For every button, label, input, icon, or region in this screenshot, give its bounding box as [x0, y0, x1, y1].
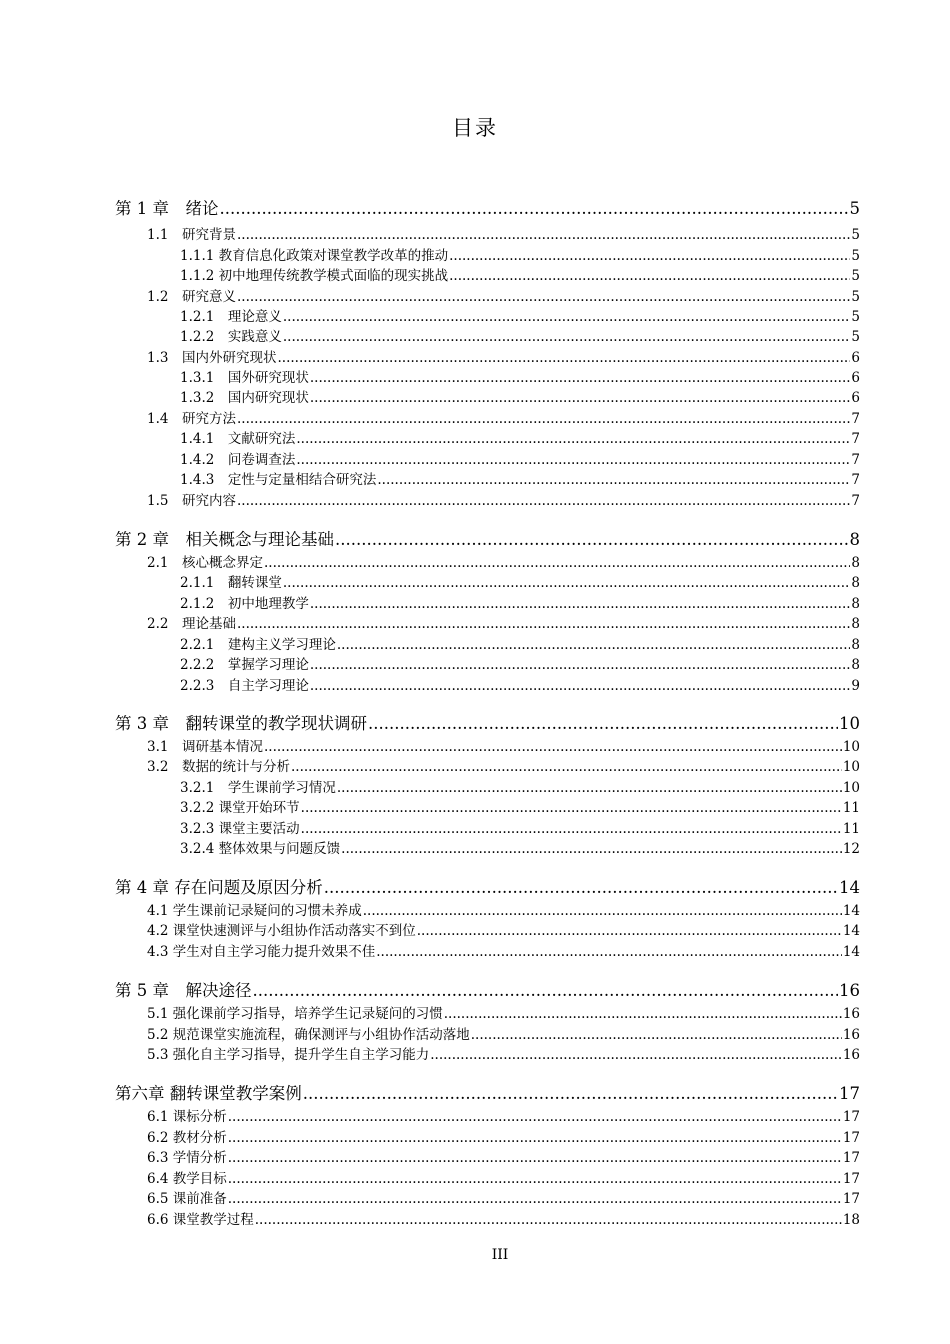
toc-leader-dots — [264, 554, 850, 572]
toc-entry-level-3[interactable] — [180, 636, 860, 654]
toc-leader-dots — [324, 877, 838, 899]
toc-entry-label: 1.3.2 国内研究现状 — [180, 390, 309, 406]
toc-entry-level-3[interactable] — [180, 656, 860, 674]
toc-entry-level-1[interactable] — [115, 198, 860, 220]
toc-leader-dots — [296, 430, 850, 448]
toc-entry-page-number: 5 — [851, 268, 860, 284]
toc-entry-label: 3.2.1 学生课前学习情况 — [180, 780, 336, 796]
toc-entry-page-number: 5 — [851, 227, 860, 243]
toc-entry-page-number: 17 — [839, 1084, 860, 1103]
toc-entry-page-number: 10 — [842, 739, 860, 755]
toc-entry-level-2[interactable] — [147, 226, 860, 244]
toc-entry-label: 3.2.4 整体效果与问题反馈 — [180, 841, 341, 857]
toc-title: 目录 — [452, 116, 498, 140]
toc-entry-label: 2.2.2 掌握学习理论 — [180, 657, 309, 673]
toc-entry-label: 1.3.1 国外研究现状 — [180, 370, 309, 386]
toc-entry-level-1[interactable] — [115, 1083, 860, 1105]
toc-entry-page-number: 8 — [851, 596, 860, 612]
toc-entry-page-number: 9 — [851, 678, 860, 694]
toc-entry-page-number: 7 — [851, 411, 860, 427]
toc-entry-label: 1.1.2 初中地理传统教学模式面临的现实挑战 — [180, 268, 449, 284]
toc-leader-dots — [283, 574, 851, 592]
toc-leader-dots — [310, 369, 851, 387]
toc-entry-level-3[interactable] — [180, 369, 860, 387]
toc-entry-level-2[interactable] — [147, 943, 860, 961]
toc-leader-dots — [296, 451, 850, 469]
toc-entry-page-number: 17 — [842, 1191, 860, 1207]
toc-entry-level-1[interactable] — [115, 877, 860, 899]
toc-entry-label: 1.2 研究意义 — [147, 289, 236, 305]
toc-leader-dots — [444, 1005, 842, 1023]
toc-entry-level-2[interactable] — [147, 1190, 860, 1208]
toc-leader-dots — [430, 1046, 842, 1064]
toc-entry-page-number: 16 — [842, 1006, 860, 1022]
toc-entry-level-3[interactable] — [180, 574, 860, 592]
toc-entry-page-number: 16 — [842, 1047, 860, 1063]
toc-entry-page-number: 7 — [851, 452, 860, 468]
toc-entry-page-number: 8 — [851, 555, 860, 571]
toc-entry-level-2[interactable] — [147, 1211, 860, 1229]
toc-entry-label: 第 2 章 相关概念与理论基础 — [115, 530, 334, 549]
toc-entry-page-number: 6 — [851, 350, 860, 366]
toc-entry-label: 3.2 数据的统计与分析 — [147, 759, 290, 775]
toc-entry-page-number: 12 — [842, 841, 860, 857]
toc-leader-dots — [291, 758, 842, 776]
toc-entry-page-number: 10 — [839, 714, 860, 733]
toc-leader-dots — [363, 902, 842, 920]
toc-entry-page-number: 5 — [851, 309, 860, 325]
toc-entry-label: 4.1 学生课前记录疑问的习惯未养成 — [147, 903, 362, 919]
toc-entry-level-2[interactable] — [147, 349, 860, 367]
toc-leader-dots — [228, 1129, 842, 1147]
toc-entry-page-number: 6 — [851, 390, 860, 406]
toc-entry-page-number: 17 — [842, 1150, 860, 1166]
toc-leader-dots — [237, 226, 850, 244]
toc-entry-label: 第 3 章 翻转课堂的教学现状调研 — [115, 714, 367, 733]
toc-leader-dots — [337, 636, 851, 654]
toc-entry-page-number: 8 — [851, 657, 860, 673]
toc-entry-label: 6.3 学情分析 — [147, 1150, 227, 1166]
toc-leader-dots — [301, 799, 842, 817]
toc-entry-label: 2.1 核心概念界定 — [147, 555, 263, 571]
toc-entry-page-number: 14 — [842, 944, 860, 960]
toc-entry-label: 1.2.2 实践意义 — [180, 329, 282, 345]
toc-entry-page-number: 8 — [851, 616, 860, 632]
toc-entry-page-number: 11 — [842, 821, 860, 837]
toc-entry-label: 1.2.1 理论意义 — [180, 309, 282, 325]
toc-entry-page-number: 5 — [851, 289, 860, 305]
toc-entry-page-number: 16 — [839, 981, 860, 1000]
toc-leader-dots — [335, 529, 849, 551]
toc-entry-level-2[interactable] — [147, 1108, 860, 1126]
toc-leader-dots — [368, 713, 838, 735]
toc-entry-label: 4.2 课堂快速测评与小组协作活动落实不到位 — [147, 923, 416, 939]
toc-entry-label: 6.6 课堂教学过程 — [147, 1212, 254, 1228]
toc-entry-page-number: 10 — [842, 780, 860, 796]
toc-entry-label: 2.1.1 翻转课堂 — [180, 575, 282, 591]
toc-entry-level-3[interactable] — [180, 840, 860, 858]
toc-entry-label: 1.4.3 定性与定量相结合研究法 — [180, 472, 377, 488]
toc-entry-label: 5.3 强化自主学习指导，提升学生自主学习能力 — [147, 1047, 430, 1063]
toc-entry-page-number: 8 — [849, 530, 860, 549]
toc-leader-dots — [310, 595, 851, 613]
toc-entry-page-number: 14 — [842, 903, 860, 919]
toc-entry-level-2[interactable] — [147, 615, 860, 633]
toc-entry-page-number: 7 — [851, 493, 860, 509]
toc-leader-dots — [341, 840, 842, 858]
toc-entry-level-3[interactable] — [180, 430, 860, 448]
toc-leader-dots — [301, 820, 842, 838]
toc-entry-level-2[interactable] — [147, 554, 860, 572]
toc-entry-level-3[interactable] — [180, 247, 860, 265]
toc-leader-dots — [237, 288, 850, 306]
toc-entry-label: 1.4 研究方法 — [147, 411, 236, 427]
toc-entry-level-2[interactable] — [147, 758, 860, 776]
toc-leader-dots — [377, 471, 850, 489]
toc-entry-page-number: 16 — [842, 1027, 860, 1043]
toc-entry-level-2[interactable] — [147, 492, 860, 510]
toc-entry-level-1[interactable] — [115, 980, 860, 1002]
toc-entry-label: 2.1.2 初中地理教学 — [180, 596, 309, 612]
toc-entry-page-number: 8 — [851, 637, 860, 653]
toc-entry-level-3[interactable] — [180, 779, 860, 797]
toc-entry-page-number: 17 — [842, 1171, 860, 1187]
page-number-footer: III — [491, 1247, 509, 1263]
toc-entry-page-number: 8 — [851, 575, 860, 591]
toc-entry-page-number: 17 — [842, 1109, 860, 1125]
toc-entry-level-1[interactable] — [115, 529, 860, 551]
toc-entry-label: 6.4 教学目标 — [147, 1171, 227, 1187]
toc-entry-level-1[interactable] — [115, 713, 860, 735]
toc-entry-page-number: 6 — [851, 370, 860, 386]
toc-entry-level-2[interactable] — [147, 902, 860, 920]
toc-entry-level-2[interactable] — [147, 1129, 860, 1147]
toc-entry-level-2[interactable] — [147, 1170, 860, 1188]
toc-entry-label: 1.4.2 问卷调查法 — [180, 452, 296, 468]
toc-leader-dots — [376, 943, 842, 961]
toc-entry-level-3[interactable] — [180, 328, 860, 346]
toc-entry-level-2[interactable] — [147, 1149, 860, 1167]
toc-entry-level-3[interactable] — [180, 451, 860, 469]
toc-leader-dots — [220, 198, 849, 220]
toc-leader-dots — [471, 1026, 842, 1044]
toc-entry-page-number: 18 — [842, 1212, 860, 1228]
toc-entry-label: 3.2.3 课堂主要活动 — [180, 821, 300, 837]
toc-entry-label: 3.2.2 课堂开始环节 — [180, 800, 300, 816]
toc-entry-level-3[interactable] — [180, 799, 860, 817]
toc-leader-dots — [417, 922, 842, 940]
toc-entry-page-number: 10 — [842, 759, 860, 775]
toc-leader-dots — [337, 779, 842, 797]
toc-entry-label: 1.3 国内外研究现状 — [147, 350, 277, 366]
toc-entry-level-3[interactable] — [180, 595, 860, 613]
toc-entry-page-number: 5 — [851, 329, 860, 345]
toc-entry-label: 3.1 调研基本情况 — [147, 739, 263, 755]
toc-entry-level-2[interactable] — [147, 922, 860, 940]
toc-entry-label: 1.1.1 教育信息化政策对课堂教学改革的推动 — [180, 248, 449, 264]
toc-entry-level-3[interactable] — [180, 677, 860, 695]
toc-entry-label: 6.2 教材分析 — [147, 1130, 227, 1146]
toc-leader-dots — [310, 389, 851, 407]
toc-entry-label: 第 1 章 绪论 — [115, 199, 219, 218]
toc-entry-label: 2.2 理论基础 — [147, 616, 236, 632]
toc-entry-label: 第 4 章 存在问题及原因分析 — [115, 878, 323, 897]
toc-entry-level-3[interactable] — [180, 267, 860, 285]
toc-leader-dots — [449, 247, 850, 265]
toc-leader-dots — [237, 615, 850, 633]
toc-entry-label: 6.1 课标分析 — [147, 1109, 227, 1125]
toc-entry-page-number: 5 — [849, 199, 860, 218]
toc-entry-level-2[interactable] — [147, 1026, 860, 1044]
toc-entry-level-3[interactable] — [180, 389, 860, 407]
toc-entry-label: 第六章 翻转课堂教学案例 — [115, 1084, 302, 1103]
toc-leader-dots — [449, 267, 850, 285]
toc-leader-dots — [255, 1211, 842, 1229]
toc-entry-page-number: 14 — [839, 878, 860, 897]
toc-entry-level-3[interactable] — [180, 308, 860, 326]
toc-entry-level-2[interactable] — [147, 1005, 860, 1023]
toc-entry-label: 1.1 研究背景 — [147, 227, 236, 243]
toc-entry-label: 5.1 强化课前学习指导，培养学生记录疑问的习惯 — [147, 1006, 443, 1022]
toc-leader-dots — [283, 308, 851, 326]
toc-entry-page-number: 7 — [851, 431, 860, 447]
toc-leader-dots — [237, 410, 850, 428]
toc-entry-level-3[interactable] — [180, 471, 860, 489]
toc-entry-label: 2.2.1 建构主义学习理论 — [180, 637, 336, 653]
toc-entry-label: 4.3 学生对自主学习能力提升效果不佳 — [147, 944, 376, 960]
toc-entry-page-number: 11 — [842, 800, 860, 816]
toc-leader-dots — [228, 1108, 842, 1126]
toc-entry-page-number: 14 — [842, 923, 860, 939]
toc-leader-dots — [277, 349, 850, 367]
toc-leader-dots — [228, 1149, 842, 1167]
toc-entry-label: 6.5 课前准备 — [147, 1191, 227, 1207]
toc-leader-dots — [237, 492, 850, 510]
toc-entry-level-3[interactable] — [180, 820, 860, 838]
toc-entry-level-2[interactable] — [147, 1046, 860, 1064]
toc-entry-label: 1.5 研究内容 — [147, 493, 236, 509]
toc-entry-page-number: 17 — [842, 1130, 860, 1146]
toc-leader-dots — [264, 738, 842, 756]
toc-entry-label: 5.2 规范课堂实施流程，确保测评与小组协作活动落地 — [147, 1027, 470, 1043]
toc-entry-level-2[interactable] — [147, 288, 860, 306]
toc-leader-dots — [303, 1083, 838, 1105]
toc-entry-label: 1.4.1 文献研究法 — [180, 431, 296, 447]
toc-entry-page-number: 5 — [851, 248, 860, 264]
toc-entry-level-2[interactable] — [147, 410, 860, 428]
toc-entry-label: 2.2.3 自主学习理论 — [180, 678, 309, 694]
toc-leader-dots — [310, 677, 851, 695]
toc-leader-dots — [283, 328, 851, 346]
toc-leader-dots — [228, 1170, 842, 1188]
toc-entry-page-number: 7 — [851, 472, 860, 488]
toc-leader-dots — [310, 656, 851, 674]
toc-leader-dots — [253, 980, 839, 1002]
toc-leader-dots — [228, 1190, 842, 1208]
toc-entry-level-2[interactable] — [147, 738, 860, 756]
toc-entry-label: 第 5 章 解决途径 — [115, 981, 252, 1000]
